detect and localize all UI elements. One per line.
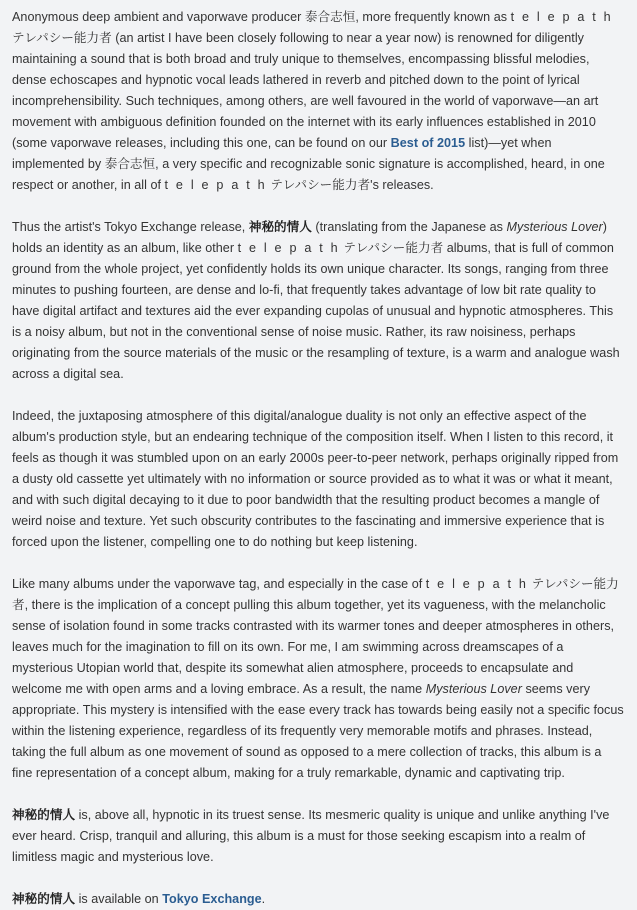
text-segment: . bbox=[261, 892, 266, 906]
paragraph-concept bbox=[12, 574, 625, 784]
album-title-translation: Mysterious Lover bbox=[506, 220, 603, 234]
text-segment: (translating from the Japanese as bbox=[311, 220, 507, 234]
artist-alias-japanese: テレパシー能力者 bbox=[343, 241, 444, 255]
tokyo-exchange-link[interactable]: Tokyo Exchange bbox=[162, 892, 262, 906]
text-segment: seems very appropriate. This mystery is intensified with the ease every track has towards being easily not a specific focus within the listening experience, regardless of its frequently very memorable motifs and phrases. Instead, taking the full album as one movement of sound as opposed to a mere collection of tracks, this album is a fine representation of a concept album, making for a truly remarkable, dynamic and captivating trip. bbox=[12, 682, 624, 780]
producer-name: 泰合志恒 bbox=[304, 10, 356, 24]
text-segment: Like many albums under the vaporwave tag, and especially in the case of bbox=[12, 577, 426, 591]
text-segment: 's releases. bbox=[370, 178, 434, 192]
text-segment: ) holds an identity as an album, like other bbox=[12, 220, 607, 255]
text-segment: (an artist I have been closely following to near a year now) is renowned for diligently maintaining a sound that is both broad and truly unique to themselves, encompassing blissful melodies, dense echoscapes and hypnotic vocal leads lathered in reverb and pitched down to the point of lyrical incomprehensibility. Such techniques, among others, are well favoured in the world of vaporwave—an art movement with ambiguous definition founded on the internet with its early influences established in 2010 (some vaporwave releases, including this one, can be found on our bbox=[12, 31, 599, 150]
artist-alias-latin: t e l e p a t h bbox=[237, 241, 340, 255]
artist-alias-latin: t e l e p a t h bbox=[425, 577, 529, 591]
text-segment: is available on bbox=[75, 892, 163, 906]
text-segment: is, above all, hypnotic in its truest sense. Its mesmeric quality is unique and unlike anything I've ever heard. Crisp, tranquil and alluring, this album is a must for those seeking escapism into a realm of limitless magic and mysterious love. bbox=[12, 808, 610, 864]
paragraph-duality: Indeed, the juxtaposing atmosphere of this digital/analogue duality is not only an effective aspect of the album's production style, but an endearing technique of the composition itself. When I listen to this record, it feels as though it was stumbled upon on an early 2000s peer-to-peer network, perhaps originally ripped from a dusty old cassette yet ultimately with no information or source provided as to what it was or what it meant, and with such digital decaying to it due to poor bandwidth that the resulting product becomes a mangle of weird noise and texture. Yet such obscurity contributes to the fascinating and immersive experience that is forced upon the listener, compelling one to do nothing but keep listening. bbox=[12, 409, 619, 549]
text-segment: albums, that is full of common ground from the whole project, yet confidently holds its own unique character. Its songs, ranging from three minutes to pushing fourteen, are dense and lo-fi, that frequently takes advantage of low bit rate quality to have digital artifact and textures aid the ever expanding cupolas of unusual and hypnotic atmospheres. This is a noisy album, but not in the conventional sense of noise music. Rather, its raw noisiness, perhaps originating from the source materials of the music or the resampling of texture, is a warm and analogue wash across a digital sea. bbox=[12, 241, 620, 381]
paragraph-availability bbox=[12, 889, 625, 910]
text-segment: , a very specific and recognizable sonic signature is accomplished, heard, in one respect or another, in all of bbox=[12, 157, 605, 192]
artist-alias-japanese: テレパシー能力者 bbox=[12, 577, 619, 612]
artist-alias-latin: t e l e p a t h bbox=[510, 10, 613, 24]
text-segment: Anonymous deep ambient and vaporwave producer bbox=[12, 10, 305, 24]
text-segment: Thus the artist's Tokyo Exchange release, bbox=[12, 220, 249, 234]
producer-name: 泰合志恒 bbox=[104, 157, 156, 171]
paragraph-verdict bbox=[12, 805, 625, 868]
artist-alias-japanese: テレパシー能力者 bbox=[12, 31, 112, 45]
text-segment: , more frequently known as bbox=[355, 10, 511, 24]
artist-alias-japanese: テレパシー能力者 bbox=[270, 178, 371, 192]
paragraph-intro bbox=[12, 7, 625, 196]
text-segment: list)—yet when implemented by bbox=[12, 136, 552, 171]
album-title: 神秘的情人 bbox=[12, 808, 76, 822]
text-segment: , there is the implication of a concept pulling this album together, yet its vagueness, with the melancholic sense of isolation found in some tracks contrasted with its warmer tones and deeper atmospheres in others, leaves much for the imagination to fill on its own. For me, I am swimming across dreamscapes of a mysterious Utopian world that, despite its somewhat alien atmosphere, proceeds to encapsulate and welcome me with open arms and a loving embrace. As a result, the name bbox=[12, 598, 615, 696]
paragraph-release bbox=[12, 217, 625, 385]
artist-alias-latin: t e l e p a t h bbox=[164, 178, 267, 192]
best-of-2015-link[interactable]: Best of 2015 bbox=[390, 136, 466, 150]
album-title-translation: Mysterious Lover bbox=[425, 682, 522, 696]
album-title: 神秘的情人 bbox=[248, 220, 312, 234]
album-title: 神秘的情人 bbox=[12, 892, 76, 906]
